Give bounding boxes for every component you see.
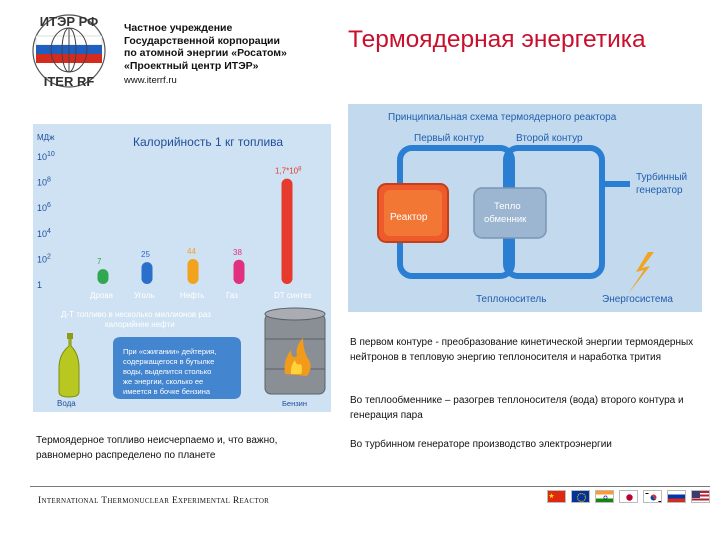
gasoline-barrel-icon: [265, 308, 325, 394]
coolant-label: Теплоноситель: [476, 294, 547, 305]
category-label: DT синтез: [274, 291, 312, 300]
diagram-title: Принципиальная схема термоядерного реактора: [388, 112, 617, 123]
bar-4: [282, 179, 293, 284]
bubble-line: При «сжигании» дейтерия,: [123, 347, 217, 356]
logo-top-text: ИТЭР РФ: [39, 14, 99, 29]
org-line: по атомной энергии «Росатом»: [124, 47, 287, 59]
bubble-line: воды, выделится столько: [123, 367, 212, 376]
description-heat-exchanger: Во теплообменнике – разогрев теплоносителя (вода) второго контура и генерация пара: [350, 395, 684, 421]
russia-flag: [667, 490, 686, 503]
reactor-diagram: [348, 104, 702, 312]
org-line: Государственной корпорации: [124, 34, 280, 47]
footer-text: International Thermonuclear Experimental Reactor: [38, 496, 270, 506]
description-generator: Во турбинном генераторе производство электроэнергии: [350, 439, 612, 450]
y-tick-label: $10^{10}$: [37, 151, 55, 162]
bar-value-label: 7: [97, 257, 102, 267]
logo-bottom-text: ITER RF: [43, 74, 95, 89]
water-bottle-icon: [59, 333, 79, 397]
lightning-icon: [628, 252, 654, 294]
bar-value-label: $1,7*10^8$: [275, 166, 302, 176]
japan-flag: [619, 490, 638, 503]
india-flag: [595, 490, 614, 503]
iter-rf-logo: [22, 10, 117, 92]
fuel-chart: [33, 124, 331, 412]
korea-flag: [643, 490, 662, 503]
heat-exchanger-block: [474, 188, 546, 238]
category-label: Нефть: [180, 291, 205, 300]
fuel-note: Термоядерное топливо неисчерпаемо и, что важно, равномерно распределено по планете: [36, 435, 278, 461]
bar-3: [234, 260, 245, 284]
y-tick-label: $10^4$: [37, 227, 51, 239]
eu-flag: [571, 490, 590, 503]
bar-2: [188, 259, 199, 284]
bar-value-label: 44: [187, 246, 196, 256]
generator-line1: Турбинный: [636, 172, 688, 183]
fuel-calorific-panel: [33, 124, 331, 412]
y-tick-label: $10^2$: [37, 253, 51, 265]
y-tick-label: $10^6$: [37, 202, 51, 214]
y-tick-label: $10^8$: [37, 176, 51, 188]
dt-note-line2: калорийнее нефти: [105, 320, 175, 329]
bubble-line: содержащегося в бутылке: [123, 357, 215, 366]
organization-block: [124, 22, 334, 88]
category-label: Газ: [226, 291, 238, 300]
partner-flags: [547, 490, 710, 503]
bar-0: [98, 269, 109, 284]
category-label: Дрова: [90, 291, 113, 300]
bubble-line: имеется в бочке бензина: [123, 387, 211, 396]
bar-value-label: 25: [141, 250, 150, 260]
second-loop-label: Второй контур: [516, 133, 583, 144]
bar-1: [142, 262, 153, 284]
reactor-diagram-panel: [348, 104, 702, 312]
gasoline-label: Бензин: [282, 399, 308, 408]
y-axis-label: МДж: [37, 133, 55, 142]
org-line: «Проектный центр ИТЭР»: [124, 59, 259, 72]
y-tick-label: 1: [37, 280, 43, 290]
water-label: Вода: [57, 399, 76, 408]
website-url[interactable]: www.iterrf.ru: [124, 75, 177, 86]
china-flag: [547, 490, 566, 503]
dt-note-line1: Д-Т топливо в несколько миллионов раз: [61, 310, 211, 319]
bar-value-label: 38: [233, 247, 242, 257]
usa-flag: [691, 490, 710, 503]
category-label: Уголь: [134, 291, 155, 300]
first-loop-label: Первый контур: [414, 133, 484, 144]
power-system-label: Энергосистема: [602, 294, 673, 305]
chart-title: Калорийность 1 кг топлива: [133, 135, 284, 149]
reactor-label: Реактор: [390, 212, 428, 223]
footer-divider: [30, 486, 710, 487]
heat-exchanger-line2: обменник: [484, 214, 527, 225]
bubble-line: же энергии, сколько ее: [123, 377, 204, 386]
page-title: Термоядерная энергетика: [348, 26, 646, 53]
description-first-loop: В первом контуре - преобразование кинетической энергии термоядерных нейтронов в тепловую энергию теплоносителя и наработка трития: [350, 337, 694, 363]
heat-exchanger-line1: Тепло: [494, 201, 521, 212]
org-line: Частное учреждение: [124, 22, 233, 34]
generator-line2: генератор: [636, 185, 683, 196]
